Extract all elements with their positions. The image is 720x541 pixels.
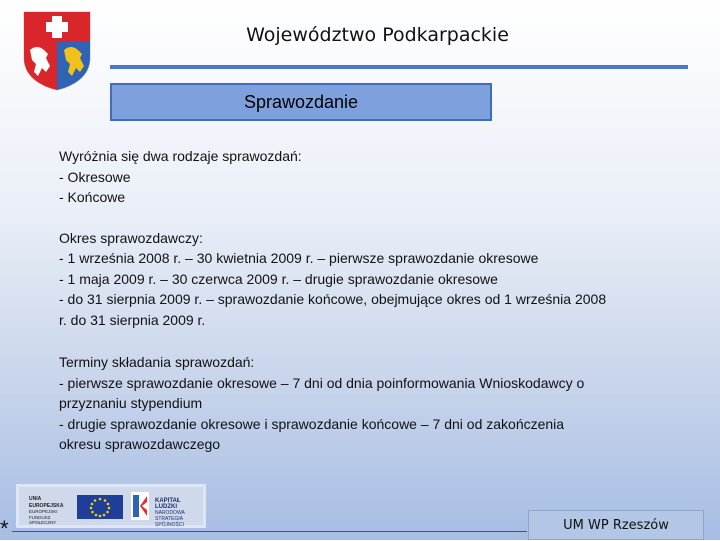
kl-logo-line: NARODOWA STRATEGIA SPÓJNOŚCI	[155, 510, 185, 528]
eu-funding-logos	[16, 484, 206, 528]
eu-logo-text	[29, 496, 71, 526]
deadlines-item: - drugie sprawozdanie okresowe i sprawozdanie końcowe – 7 dni od zakończenia	[59, 415, 565, 432]
coat-of-arms-logo	[22, 10, 92, 92]
period-item: - do 31 sierpnia 2009 r. – sprawozdanie końcowe, obejmujące okres od 1 września 2008	[59, 291, 607, 307]
deadlines-item: przyznaniu stypendium	[59, 395, 203, 411]
period-item: r. do 31 sierpnia 2009 r.	[59, 311, 206, 328]
types-item: - Końcowe	[59, 189, 126, 205]
period-heading: Okres sprawozdawczy:	[59, 229, 203, 246]
deadlines-item: - pierwsze sprawozdanie okresowe – 7 dni od dnia poinformowania Wnioskodawcy o	[59, 374, 585, 391]
footnote-star: *	[0, 516, 9, 541]
types-item: - Okresowe	[59, 168, 131, 185]
slide-title: Sprawozdanie	[110, 83, 492, 121]
slide-content	[59, 146, 699, 455]
deadlines-heading: Terminy składania sprawozdań:	[59, 354, 255, 370]
footer-divider	[12, 531, 527, 532]
types-heading: Wyróżnia się dwa rodzaje sprawozdań:	[59, 148, 302, 164]
period-item: - 1 września 2008 r. – 30 kwietnia 2009 r. – pierwsze sprawozdanie okresowe	[59, 250, 539, 266]
period-item: - 1 maja 2009 r. – 30 czerwca 2009 r. – drugie sprawozdanie okresowe	[59, 270, 498, 287]
deadlines-item: okresu sprawozdawczego	[59, 436, 221, 452]
kl-logo-line: KAPITAŁ LUDZKI	[155, 498, 181, 510]
footer-label: UM WP Rzeszów	[528, 510, 704, 540]
kapital-ludzki-text	[155, 498, 201, 528]
header-divider	[110, 65, 688, 69]
header-title: Województwo Podkarpackie	[246, 24, 509, 46]
eu-logo-line: UNIA EUROPEJSKA	[29, 496, 64, 509]
eu-logo-line: EUROPEJSKI	[29, 509, 58, 514]
kapital-ludzki-icon	[131, 492, 149, 520]
eu-logo-line: FUNDUSZ SPOŁECZNY	[29, 514, 57, 525]
eu-flag-icon	[77, 495, 123, 519]
